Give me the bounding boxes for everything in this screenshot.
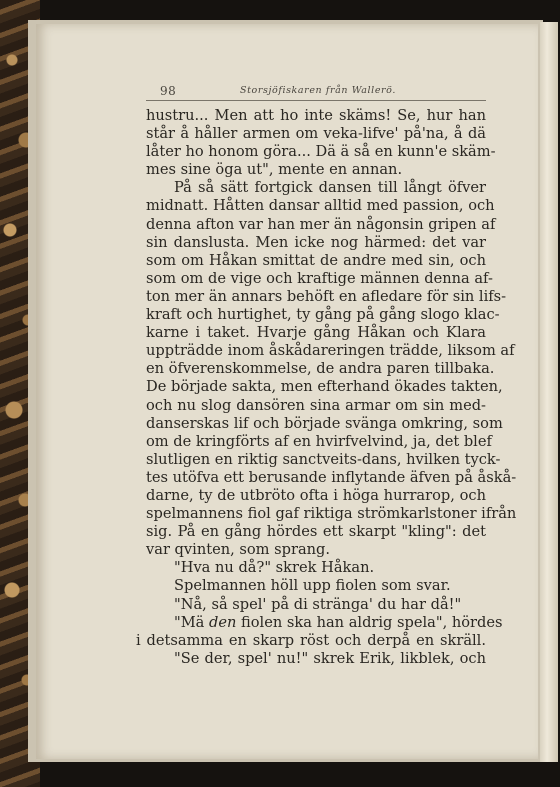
text-segment: "Mä [174,613,209,631]
text-line: som om de vige och kraftige männen denna af- [146,269,493,287]
body-text [136,107,517,668]
text-line: spelmannens fiol gaf riktiga strömkarlstoner ifrån [146,505,517,523]
emphasis-word: den [209,613,237,631]
text-line: De började sakta, men efterhand ökades takten, [146,378,503,396]
text-line: "Se der, spel' nu!" skrek Erik, likblek, och [174,649,486,667]
text-line: en öfverenskommelse, de andra paren tillbaka. [146,360,495,378]
text-line: danserskas lif och började svänga omkring, som [146,414,503,432]
text-line: darne, ty de utbröto ofta i höga hurrarop, och [146,486,486,504]
text-line: hustru... Men att ho inte skäms! Se, hur han [146,107,486,124]
text-line: midnatt. Håtten dansar alltid med passion, och [146,197,495,215]
text-line: Spelmannen höll upp fiolen som svar. [174,577,451,595]
text-line: som om Håkan smittat de andre med sin, och [146,251,486,269]
text-line: kraft och hurtighet, ty gång på gång slogo klac- [146,306,500,324]
text-line: och nu slog dansören sina armar om sin med- [146,396,486,414]
running-head [160,84,486,100]
text-line: i detsamma en skarp röst och derpå en skräll. [136,631,486,649]
text-line: står å håller armen om veka-lifve' på'na, å dä [146,125,486,143]
text-line: om de kringförts af en hvirfvelvind, ja, det blef [146,432,492,450]
text-line: denna afton var han mer än någonsin gripen af [146,215,496,233]
text-line: uppträdde inom åskådareringen trädde, liksom af [146,342,515,360]
text-line: låter ho honom göra... Dä ä så en kunn'e skäm- [146,143,496,161]
header-rule [146,100,486,101]
text-line: "Nå, så spel' på di stränga' du har då!" [174,595,462,613]
text-line: "Hva nu då?" skrek Håkan. [174,559,375,577]
text-line: var qvinten, som sprang. [146,541,331,559]
text-line: slutligen en riktig sanctveits-dans, hvilken tyck- [146,450,501,468]
page-number: 98 [160,84,177,98]
text-line: ton mer än annars behöft en afledare för sin lifs- [146,287,507,305]
running-title: Storsjöfiskaren från Wallerö. [240,85,396,96]
text-line: På så sätt fortgick dansen till långt öfver [174,179,486,197]
text-line [146,613,503,632]
text-line: sig. På en gång hördes ett skarpt "kling": det [146,523,486,541]
page-edges [540,22,558,762]
text-line: tes utöfva ett berusande inflytande äfven på åskå- [146,468,517,486]
text-line: karne i taket. Hvarje gång Håkan och Klara [146,324,486,342]
text-line: mes sine öga ut", mente en annan. [146,161,403,179]
text-segment: fiolen ska han aldrig spela", hördes [236,613,503,631]
text-line: sin danslusta. Men icke nog härmed: det var [146,233,486,251]
